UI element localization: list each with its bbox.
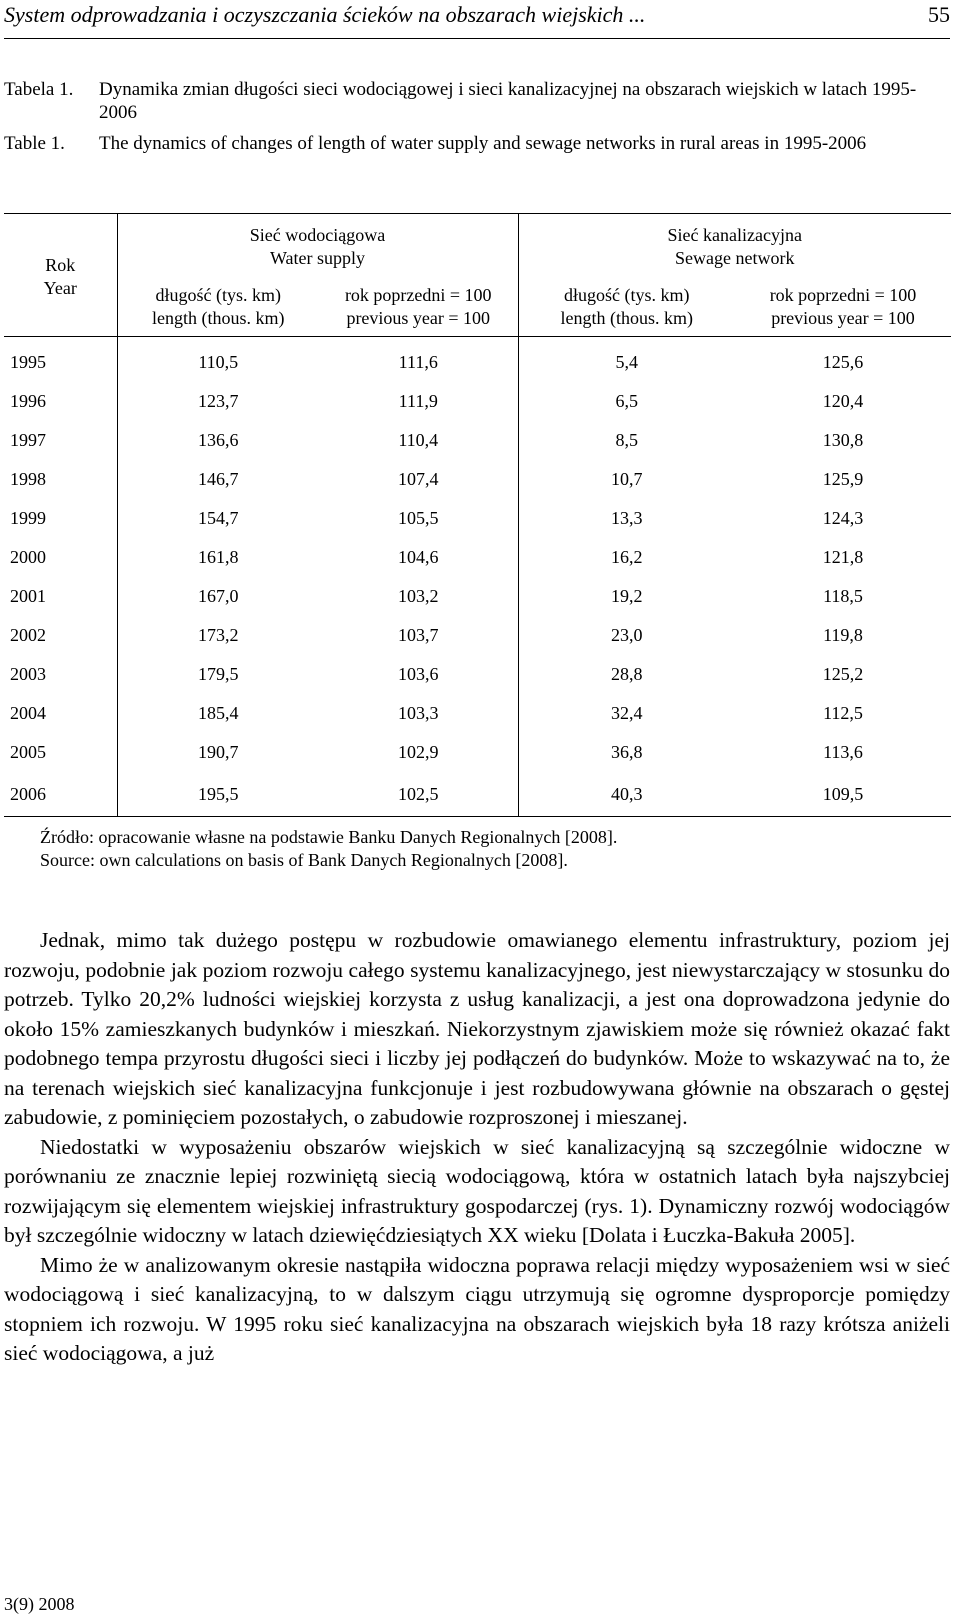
sewage-length-cell: 5,4 <box>615 352 638 372</box>
sewage-index-cell: 119,8 <box>823 625 863 645</box>
table-row <box>4 733 951 772</box>
year-header-pl: Rok <box>45 255 76 275</box>
sewage-index-cell: 112,5 <box>823 703 863 723</box>
table-row <box>4 538 951 577</box>
year-cell: 2005 <box>4 733 117 772</box>
water-length-cell: 173,2 <box>198 625 239 645</box>
water-length-cell: 123,7 <box>198 391 239 411</box>
caption-text-en: The dynamics of changes of length of water supply and sewage networks in rural areas in 1995-2006 <box>99 133 867 154</box>
sewage-length-cell: 8,5 <box>615 430 638 450</box>
water-index-cell: 107,4 <box>319 460 518 499</box>
water-length-header <box>117 272 319 337</box>
sewage-length-cell: 16,2 <box>611 547 643 567</box>
sewage-length-cell: 19,2 <box>611 586 643 606</box>
sewage-length-header <box>518 272 735 337</box>
sewage-length-header-en: length (thous. km) <box>560 308 693 328</box>
paragraph: Jednak, mimo tak dużego postępu w rozbudowie omawianego elementu infrastruktury, poziom jej rozwoju, podobnie jak poziom rozwoju całego systemu kanalizacyjnego, jest niewystarczający w stosunku do potrzeb. Tylko 20,2% ludności wiejskiej korzysta z usług kanalizacji, a jest ona doprowadzona jedynie do około 15% zamieszkanych budynków i mieszkań. Niekorzystnym zjawiskiem może się również okazać fakt podobnego tempa przyrostu długości sieci i liczby jej podłączeń do budynków. Może to wskazywać na to, że na terenach wiejskich sieć kanalizacyjna funkcjonuje i jest rozbudowywana głównie na obszarach o gęstej zabudowie, z pominięciem pozostałych, o zabudowie rozproszonej i mieszanej. <box>4 928 950 1129</box>
caption-label-en: Table 1. <box>4 133 65 154</box>
year-cell: 2003 <box>4 655 117 694</box>
sewage-index-cell: 124,3 <box>822 508 864 528</box>
water-length-cell: 167,0 <box>198 586 239 606</box>
sewage-index-cell: 120,4 <box>822 391 864 411</box>
table-row <box>4 616 951 655</box>
water-length-cell: 185,4 <box>198 703 239 723</box>
paragraph: Mimo że w analizowanym okresie nastąpiła widoczna poprawa relacji między wyposażeniem wsi w sieć wodociągową i sieć kanalizacyjną, to w dalszym ciągu utrzymują się ogromne dysproporcje pomiędzy stopniem ich rozwoju. W 1995 roku sieć kanalizacyjna na obszarach wiejskich była 18 razy krótsza aniżeli sieć wodociągowa, a już <box>4 1252 950 1365</box>
issue-footer: 3(9) 2008 <box>4 1594 75 1614</box>
water-length-cell: 146,7 <box>198 469 239 489</box>
sewage-length-cell: 28,8 <box>611 664 643 684</box>
sewage-index-cell: 121,8 <box>822 547 864 567</box>
sewage-index-cell: 109,5 <box>735 772 951 817</box>
water-index-cell: 104,6 <box>319 538 518 577</box>
table-row <box>4 577 951 616</box>
table-row <box>4 460 951 499</box>
sewage-index-cell: 125,9 <box>822 469 864 489</box>
table-row <box>4 382 951 421</box>
water-length-cell: 110,5 <box>198 352 239 372</box>
sewage-length-cell: 13,3 <box>611 508 643 528</box>
year-cell: 1997 <box>4 421 117 460</box>
caption-label-pl: Tabela 1. <box>4 79 74 100</box>
paragraph: Niedostatki w wyposażeniu obszarów wiejskich w sieć kanalizacyjną są szczególnie widoczne w porównaniu ze znacznie lepiej rozwiniętą siecią wodociągową, która w ostatnich latach była najszybciej rozwijającym się elementem wiejskiej infrastruktury gospodarczej (rys. 1). Dynamiczny rozwój wodociągów był szczególnie widoczny w latach dziewięćdziesiątych XX wieku [Dolata i Łuczka-Bakuła 2005]. <box>4 1134 950 1247</box>
water-length-cell: 161,8 <box>198 547 239 567</box>
sewage-length-cell: 10,7 <box>611 469 643 489</box>
water-index-cell: 102,5 <box>319 772 518 817</box>
sewage-network-header-pl: Sieć kanalizacyjna <box>667 225 802 245</box>
sewage-length-cell: 36,8 <box>611 742 643 762</box>
year-cell: 2000 <box>4 538 117 577</box>
caption-text-pl: Dynamika zmian długości sieci wodociągowej i sieci kanalizacyjnej na obszarach wiejskich w latach 1995-2006 <box>99 79 917 123</box>
table-row <box>4 421 951 460</box>
year-cell: 1998 <box>4 460 117 499</box>
sewage-index-cell: 125,2 <box>822 664 864 684</box>
water-supply-header-en: Water supply <box>269 248 366 268</box>
water-index-cell: 103,3 <box>319 694 518 733</box>
year-cell: 2001 <box>4 577 117 616</box>
table-row <box>4 655 951 694</box>
water-length-header-pl: długość (tys. km) <box>155 285 281 305</box>
source-en: Source: own calculations on basis of Bank Danych Regionalnych [2008]. <box>40 850 568 870</box>
water-index-cell: 111,6 <box>319 337 518 383</box>
table-row <box>4 694 951 733</box>
water-length-cell: 179,5 <box>198 664 239 684</box>
running-title: System odprowadzania i oczyszczania ścieków na obszarach wiejskich ... <box>4 2 646 27</box>
year-header <box>4 214 117 337</box>
water-index-header-en: previous year = 100 <box>346 308 491 328</box>
water-supply-header-pl: Sieć wodociągowa <box>249 225 386 245</box>
water-length-cell: 190,7 <box>198 742 239 762</box>
table-source <box>40 826 617 872</box>
year-cell: 1995 <box>4 337 117 383</box>
table-row <box>4 337 951 383</box>
year-cell: 2006 <box>4 772 117 817</box>
water-length-cell: 136,6 <box>198 430 239 450</box>
year-cell: 1996 <box>4 382 117 421</box>
source-pl: Źródło: opracowanie własne na podstawie Banku Danych Regionalnych [2008]. <box>40 827 618 847</box>
page-number: 55 <box>928 2 950 27</box>
water-index-cell: 103,6 <box>319 655 518 694</box>
sewage-index-cell: 113,6 <box>823 742 863 762</box>
water-length-header-en: length (thous. km) <box>152 308 285 328</box>
sewage-index-cell: 130,8 <box>822 430 864 450</box>
sewage-index-cell: 118,5 <box>823 586 863 606</box>
water-length-cell: 195,5 <box>117 772 319 817</box>
sewage-length-cell: 32,4 <box>611 703 643 723</box>
year-cell: 1999 <box>4 499 117 538</box>
water-index-cell: 105,5 <box>319 499 518 538</box>
water-index-cell: 103,2 <box>319 577 518 616</box>
sewage-index-header <box>735 272 951 337</box>
sewage-index-header-pl: rok poprzedni = 100 <box>769 285 917 305</box>
sewage-length-header-pl: długość (tys. km) <box>564 285 690 305</box>
water-index-cell: 110,4 <box>319 421 518 460</box>
water-index-header-pl: rok poprzedni = 100 <box>344 285 492 305</box>
water-index-cell: 103,7 <box>319 616 518 655</box>
water-index-header <box>319 272 518 337</box>
sewage-length-cell: 23,0 <box>611 625 643 645</box>
sewage-length-cell: 40,3 <box>518 772 735 817</box>
sewage-network-header <box>518 214 951 273</box>
year-cell: 2002 <box>4 616 117 655</box>
sewage-length-cell: 6,5 <box>615 391 638 411</box>
sewage-index-cell: 125,6 <box>822 352 864 372</box>
water-index-cell: 102,9 <box>319 733 518 772</box>
body-text <box>4 926 950 1369</box>
running-header <box>4 0 950 39</box>
table-row <box>4 772 951 817</box>
year-cell: 2004 <box>4 694 117 733</box>
sewage-index-header-en: previous year = 100 <box>771 308 915 328</box>
year-header-en: Year <box>43 278 77 298</box>
water-index-cell: 111,9 <box>319 382 518 421</box>
water-supply-header <box>117 214 518 273</box>
sewage-network-header-en: Sewage network <box>675 248 795 268</box>
table-row <box>4 499 951 538</box>
water-length-cell: 154,7 <box>198 508 239 528</box>
network-length-table <box>4 213 951 817</box>
